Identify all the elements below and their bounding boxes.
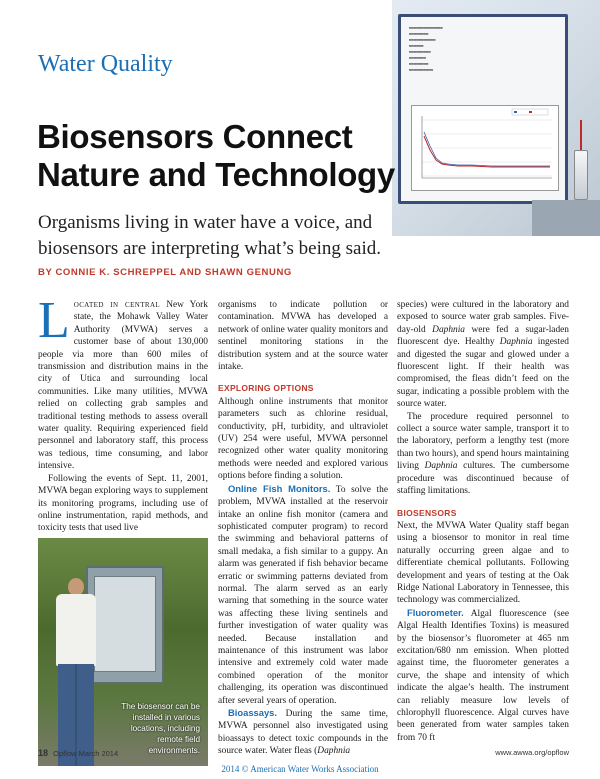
paragraph-text: were fed a sugar-laden fluorescent dye. Healthy (397, 324, 569, 348)
technician-figure (52, 578, 98, 766)
field-photo (38, 538, 208, 766)
article-column-1 (38, 292, 208, 535)
sample-vessel (574, 150, 588, 200)
runin-bioassays: Bioassays. (228, 707, 277, 718)
hero-photo (392, 0, 600, 236)
paragraph: Following the events of Sept. 11, 2001, MVWA began exploring ways to supplement its monitoring programs, including use of online instrumentation, rapid methods, and toxicity tests that used live (38, 473, 208, 534)
copyright: 2014 © American Water Works Association (221, 764, 379, 774)
paragraph: Next, the MVWA Water Quality staff began using a biosensor to monitor in real time naturally occurring green algae and to differentiate chemical pollutants. Following development and years of testing at the Oak Ridge National Laboratory in Tennessee, this technology was commercialized. (397, 520, 569, 606)
paragraph-text: New York state, the Mohawk Valley Water Authority (MVWA) serves a customer base of about 130,000 people via more than 600 miles of transmission and distribution mains in the city of Utica and surrounding local communities. Like many utilities, MVWA relied on collecting grab samples and traditional testing methods to assess overall water quality. Requiring experienced field personnel and laboratory staff, this process was tedious, time consuming, and labor intensive. (38, 300, 208, 472)
drop-cap: L (38, 292, 70, 349)
italic-daphnia: Daphnia (432, 324, 465, 335)
article-column-2 (218, 299, 388, 758)
subhead-exploring-options: EXPLORING OPTIONS (218, 383, 314, 394)
paragraph (218, 707, 388, 758)
paragraph (397, 607, 569, 744)
issue-date: March 2014 (78, 749, 119, 758)
paragraph-text: During the same time, MVWA personnel also investigated using bioassays to detect toxic compounds in the source water. Water fleas ( (218, 709, 388, 757)
photo-caption: The biosensor can be installed in various locations, including remote field environments. (121, 702, 200, 755)
publication-name: Opflow (53, 749, 77, 758)
runin-online-fish-monitors: Online Fish Monitors. (228, 482, 331, 494)
fluorescence-graph (411, 105, 559, 191)
paragraph (38, 292, 208, 473)
screen-readout: ▬▬▬▬▬▬▬▬▬▬▬▬▬▬ ▬▬▬▬▬▬▬▬ ▬▬▬▬▬▬▬▬▬▬▬ ▬▬▬▬▬▬ ▬▬▬▬▬▬▬▬▬ ▬▬▬▬▬▬▬ ▬▬▬▬▬▬▬▬ ▬▬▬▬▬▬▬▬▬▬ (409, 25, 443, 72)
paragraph: organisms to indicate pollution or contamination. MVWA has developed a network of online water quality monitors and sentinel monitoring stations in the distribution system and at the source water intake. (218, 300, 388, 373)
paragraph (397, 299, 569, 411)
byline: BY CONNIE K. SCHREPPEL AND SHAWN GENUNG (38, 267, 292, 278)
headline (37, 118, 397, 194)
deck-line-2: biosensors are interpreting what’s being said. (38, 238, 381, 259)
footer-url[interactable]: www.awwa.org/opflow (495, 748, 569, 757)
page-number: 18 (38, 748, 49, 758)
runin-fluorometer: Fluorometer. (407, 606, 464, 618)
paragraph (218, 483, 388, 707)
subhead-biosensors: BIOSENSORS (397, 507, 457, 518)
lead-in-caps: ocated in central (73, 300, 161, 310)
section-label: Water Quality (38, 51, 173, 77)
paragraph-text: Algal fluorescence (see Algal Health Identifies Toxins) is measured by the biosensor’s fluorometer at 465 nm excitation/680 nm emission. When plotted against time, the fluorometer generates a curve, the shape and intensity of which indicate the algae’s health. The instrument can reliably measure low levels of chlorophyll fluorescence. Algal curves have been generated from water samples taken from 70 ft (397, 608, 569, 743)
headline-line-2: Nature and Technology (37, 156, 395, 193)
italic-daphnia: Daphnia (424, 461, 458, 472)
graph-svg (412, 106, 558, 190)
italic-daphnia: Daphnia (499, 337, 533, 348)
cabinet-panel (94, 576, 156, 672)
paragraph-text: The procedure required personnel to collect a source water sample, transport it to the laboratory, perform a lengthy test (more than two hours), and spend hours maintaining living (397, 411, 569, 472)
deck (38, 210, 578, 262)
article-column-3 (397, 299, 569, 744)
paragraph-text: species) were cultured in the laboratory and exposed to source water grab samples. Five-day-old (397, 300, 569, 335)
footer-left (38, 748, 118, 758)
paragraph-text: cultures. The cumbersome procedure was discontinued because of staffing limitations. (397, 461, 569, 497)
paragraph: Although online instruments that monitor parameters such as chlorine residual, conductivity, pH, turbidity, and ultraviolet (UV) 254 were useful, MVWA personnel recognized other water quality monitoring methods were needed and explored various options before finding a solution. (218, 396, 388, 482)
figure-torso (56, 594, 96, 666)
headline-line-1: Biosensors Connect (37, 118, 353, 155)
deck-line-1: Organisms living in water have a voice, and (38, 212, 373, 233)
paragraph (397, 411, 569, 498)
italic-daphnia: Daphnia (317, 746, 351, 757)
paragraph-text: To solve the problem, MVWA installed at the reservoir intake an online fish monitor (camera and sophisticated computer program) to record the swimming and behavioral patterns of small medaka, a fish similar to a guppy. An alarm was generated if fish behavior became erratic or swimming patterns deviated from normal. The alarm served as an early warning that something in the source water was affecting these living sentinels and further investigation of water quality was needed. Because installation and maintenance of this instrument was labor intensive and extremely cold water made combined operation of the monitor challenging, its operation was discontinued after several years of operation. (218, 484, 388, 706)
monitor-screen-image (398, 14, 568, 204)
paragraph-text: ingested and digested the sugar and glowed under a fluorescent light. If their health was compromised, the fleas didn’t feed on the sugar, indicating a possible problem with the source water. (397, 337, 569, 410)
